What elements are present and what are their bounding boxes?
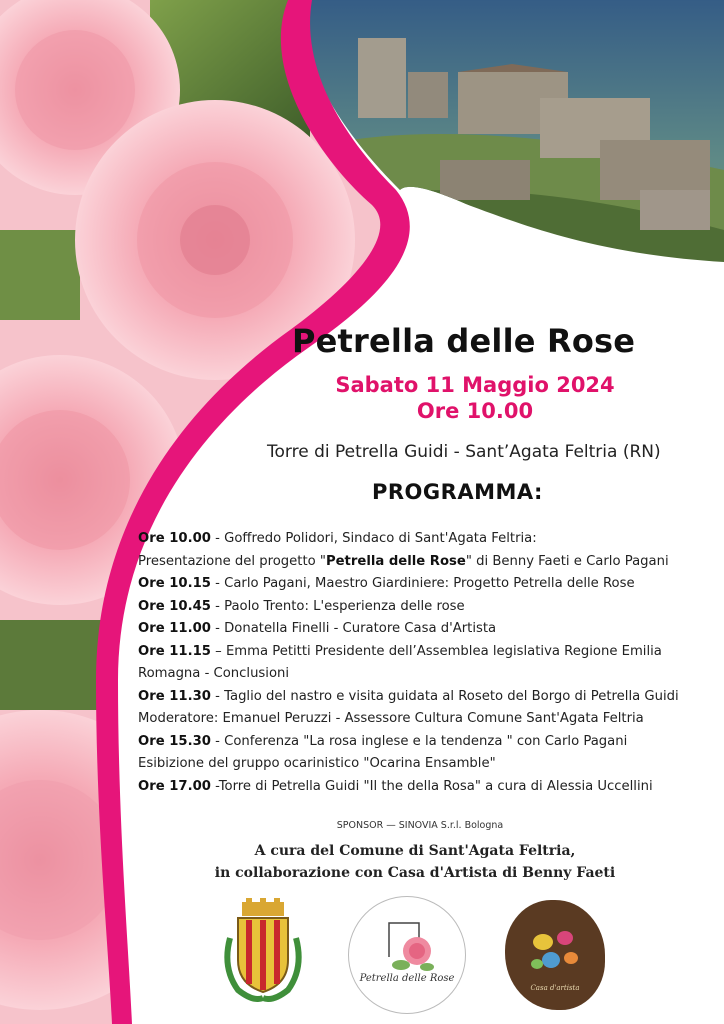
coat-of-arms-logo	[218, 898, 308, 1002]
program-line: Romagna - Conclusioni	[138, 666, 290, 681]
program-line: Esibizione del gruppo ocarinistico "Ocarina Ensamble"	[138, 756, 496, 771]
event-title: Petrella delle Rose	[292, 322, 636, 360]
organizer-credit	[180, 840, 650, 884]
petrella-logo-text: Petrella delle Rose	[359, 973, 455, 984]
program-line: Ore 10.45 - Paolo Trento: L'esperienza delle rose	[138, 598, 465, 614]
event-location: Torre di Petrella Guidi - Sant’Agata Feltria (RN)	[267, 442, 661, 462]
program-line: Ore 11.15 – Emma Petitti Presidente dell’Assemblea legislativa Regione Emilia	[138, 643, 662, 659]
date-line: Sabato 11 Maggio 2024	[335, 373, 615, 397]
organizer-line-2: in collaborazione con Casa d'Artista di Benny Faeti	[214, 865, 616, 881]
petrella-rose-logo	[348, 896, 466, 1014]
time-line: Ore 10.00	[416, 399, 534, 423]
organizer-line-1: A cura del Comune di Sant'Agata Feltria,	[254, 843, 576, 859]
program-list	[138, 528, 720, 798]
sponsor-line: SPONSOR — SINOVIA S.r.l. Bologna	[336, 820, 504, 831]
program-line: Ore 17.00 -Torre di Petrella Guidi "Il the della Rosa" a cura di Alessia Uccellini	[138, 778, 653, 794]
program-line: Ore 11.30 - Taglio del nastro e visita guidata al Roseto del Borgo di Petrella Guidi	[138, 688, 679, 704]
program-line: Moderatore: Emanuel Peruzzi - Assessore Cultura Comune Sant'Agata Feltria	[138, 711, 644, 726]
rose-emblem-icon	[349, 897, 465, 1013]
program-line: Ore 15.30 - Conferenza "La rosa inglese e la tendenza " con Carlo Pagani	[138, 733, 628, 749]
program-line: Ore 10.00 - Goffredo Polidori, Sindaco di Sant'Agata Feltria:	[138, 531, 537, 546]
event-date	[300, 372, 650, 424]
program-line: Ore 10.15 - Carlo Pagani, Maestro Giardiniere: Progetto Petrella delle Rose	[138, 576, 635, 591]
program-line: Ore 11.00 - Donatella Finelli - Curatore Casa d'Artista	[138, 621, 497, 636]
program-heading: PROGRAMMA:	[372, 480, 543, 504]
painted-stones-icon	[505, 900, 605, 1010]
casa-artista-logo	[505, 900, 605, 1010]
casa-logo-text: Casa d'artista	[530, 984, 580, 992]
program-line: Presentazione del progetto "Petrella delle Rose" di Benny Faeti e Carlo Pagani	[138, 553, 669, 569]
